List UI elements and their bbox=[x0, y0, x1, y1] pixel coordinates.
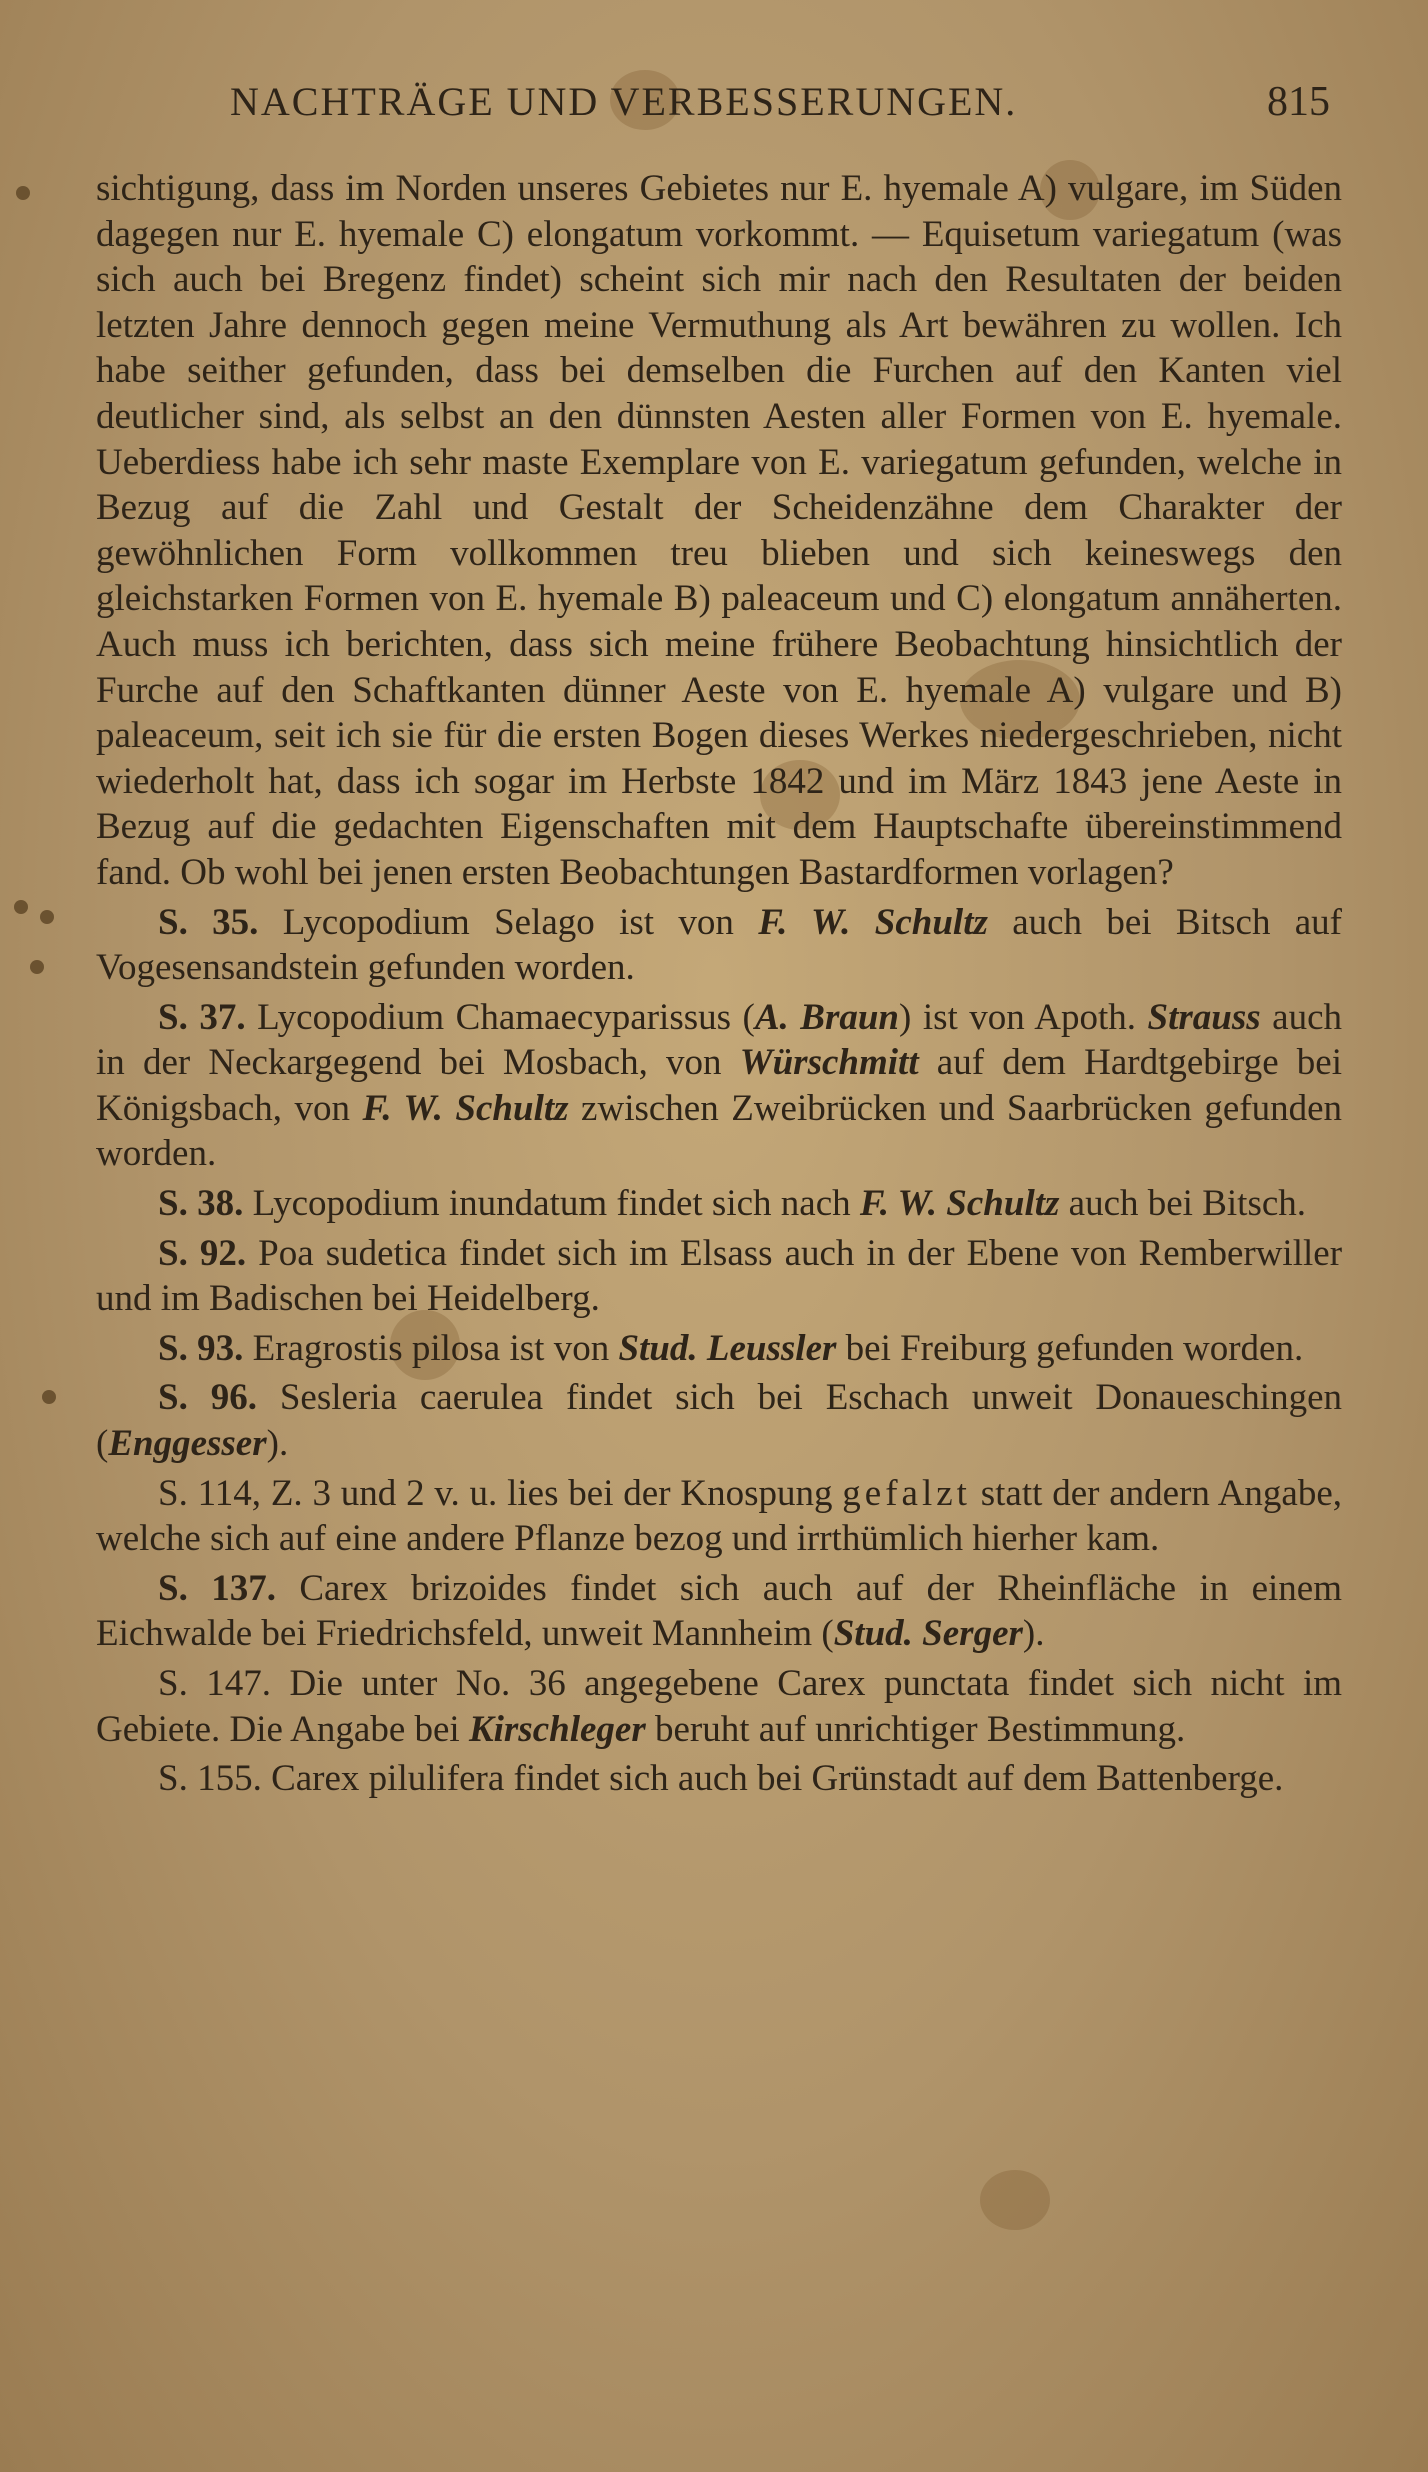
entry-text: auch bei Bitsch auf Vogesensandstein gefunden worden. bbox=[96, 901, 1343, 989]
entry-text: bei Freiburg gefunden worden. bbox=[836, 1327, 1304, 1369]
entry-s155 bbox=[96, 1756, 1342, 1802]
entry-text: Poa sudetica findet sich im Elsass auch in der Ebene von Remberwiller und im Badischen bei Heidelberg. bbox=[96, 1232, 1343, 1320]
entry-s38 bbox=[96, 1181, 1342, 1227]
entry-s137 bbox=[96, 1566, 1342, 1657]
margin-speck bbox=[14, 900, 28, 914]
entry-author: Kirschleger bbox=[468, 1708, 646, 1750]
entry-author: A. Braun bbox=[754, 996, 900, 1038]
entry-ref: S. 137. bbox=[158, 1567, 276, 1609]
margin-speck bbox=[16, 186, 30, 200]
entry-s93 bbox=[96, 1326, 1342, 1372]
entry-text: ) ist von Apoth. bbox=[899, 996, 1148, 1038]
margin-speck bbox=[42, 1390, 56, 1404]
entry-text: auch in der Neckargegend bei Mosbach, von bbox=[96, 996, 1343, 1084]
entry-ref: S. 35. bbox=[158, 901, 259, 943]
entry-s35 bbox=[96, 900, 1342, 991]
entry-author: Enggesser bbox=[108, 1423, 267, 1465]
continuation-paragraph: sichtigung, dass im Norden unseres Gebietes nur E. hyemale A) vulgare, im Süden dagegen nur E. hyemale C) elongatum vorkommt. — Equisetum variegatum (was sich auch bei Bregenz findet) scheint sich mir nach den Resultaten der beiden letzten Jahre dennoch gegen meine Vermuthung als Art bewähren zu wollen. Ich habe seither gefunden, dass bei demselben die Furchen auf den Kanten viel deutlicher sind, als selbst an den dünnsten Aesten aller Formen von E. hyemale. Ueberdiess habe ich sehr maste Exemplare von E. variegatum gefunden, welche in Bezug auf die Zahl und Gestalt der Scheidenzähne dem Charakter der gewöhnlichen Form vollkommen treu blieben und sich keineswegs den gleichstarken Formen von E. hyemale B) paleaceum und C) elongatum annäherten. Auch muss ich berichten, dass sich meine frühere Beobachtung hinsichtlich der Furche auf den Schaftkanten dünner Aeste von E. hyemale A) vulgare und B) paleaceum, seit ich sie für die ersten Bogen dieses Werkes niedergeschrieben, nicht wiederholt hat, dass ich sogar im Herbste 1842 und im März 1843 jene Aeste in Bezug auf die gedachten Eigenschaften mit dem Hauptschafte übereinstimmend fand. Ob wohl bei jenen ersten Beobachtungen Bastardformen vorlagen? bbox=[96, 168, 1342, 893]
entry-text: ). bbox=[266, 1423, 289, 1465]
entry-author: F. W. Schultz bbox=[758, 901, 988, 943]
margin-speck bbox=[30, 960, 44, 974]
entry-author: F. W. Schultz bbox=[859, 1183, 1060, 1225]
entry-text: Lycopodium Chamaecyparissus ( bbox=[257, 996, 755, 1038]
page-header bbox=[230, 78, 1330, 134]
entry-text: Eragrostis pilosa ist von bbox=[252, 1327, 619, 1369]
entry-author: Strauss bbox=[1147, 996, 1261, 1038]
entry-ref: S. 96. bbox=[158, 1377, 257, 1419]
entry-author: Stud. Serger bbox=[833, 1613, 1023, 1655]
entry-s92 bbox=[96, 1231, 1342, 1322]
entry-text: Carex pilulifera findet sich auch bei Grünstadt auf dem Battenberge. bbox=[271, 1758, 1284, 1800]
entry-ref: S. 114, Z. 3 und 2 v. u. bbox=[158, 1472, 498, 1514]
page-number: 815 bbox=[1267, 79, 1330, 125]
entry-text: lies bei der Knospung bbox=[507, 1472, 843, 1514]
page-body bbox=[96, 166, 1342, 1806]
entry-ref: S. 93. bbox=[158, 1327, 244, 1369]
entry-s147 bbox=[96, 1661, 1342, 1752]
entry-text: Die unter No. 36 angegebene Carex punctata findet sich nicht im Gebiete. Die Angabe bei bbox=[96, 1663, 1343, 1750]
entry-ref: S. 147. bbox=[158, 1663, 272, 1704]
paper-stain bbox=[980, 2170, 1050, 2230]
spaced-term: gefalzt bbox=[842, 1472, 971, 1514]
entry-s114 bbox=[96, 1471, 1342, 1562]
entry-text: statt der andern Angabe, welche sich auf eine andere Pflanze bezog und irrthümlich hierher kam. bbox=[96, 1472, 1343, 1560]
entry-s96 bbox=[96, 1375, 1342, 1466]
entry-text: ). bbox=[1022, 1613, 1045, 1655]
entry-text: Carex brizoides findet sich auch auf der Rheinfläche in einem Eichwalde bei Friedrichsfeld, unweit Mannheim ( bbox=[96, 1567, 1343, 1655]
entry-text: Lycopodium inundatum findet sich nach bbox=[252, 1183, 860, 1225]
entry-ref: S. 38. bbox=[158, 1183, 244, 1225]
entry-text: Sesleria caerulea findet sich bei Eschach unweit Donaueschingen ( bbox=[96, 1377, 1343, 1465]
entry-text: auf dem Hardtgebirge bei Königsbach, von bbox=[96, 1042, 1343, 1129]
margin-speck bbox=[40, 910, 54, 924]
entry-author: Würschmitt bbox=[739, 1042, 919, 1084]
entry-ref: S. 37. bbox=[158, 996, 246, 1038]
running-title: NACHTRÄGE UND VERBESSERUNGEN. bbox=[230, 79, 1018, 124]
entry-author: F. W. Schultz bbox=[362, 1087, 569, 1129]
entry-ref: S. 92. bbox=[158, 1232, 247, 1274]
entry-text: zwischen Zweibrücken und Saarbrücken gefunden worden. bbox=[96, 1087, 1343, 1175]
entry-text: Lycopodium Selago ist von bbox=[282, 901, 759, 943]
entry-ref: S. 155. bbox=[158, 1758, 262, 1800]
entry-author: Stud. Leussler bbox=[618, 1327, 837, 1369]
entry-s37 bbox=[96, 995, 1342, 1177]
entry-text: beruht auf unrichtiger Bestimmung. bbox=[645, 1708, 1186, 1750]
entry-text: auch bei Bitsch. bbox=[1059, 1183, 1307, 1225]
